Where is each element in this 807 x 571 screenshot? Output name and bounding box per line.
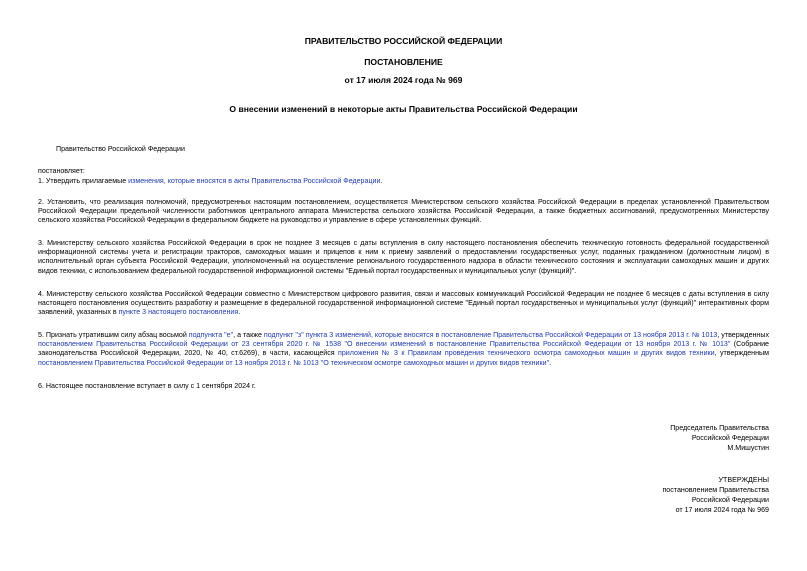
paragraph-3-text: 3. Министерству сельского хозяйства Российской Федерации в срок не позднее 3 месяцев с даты вступления в силу настоящего постановления обеспечить техническую готовность федеральной государственной информационной системы учета и регистрации тракторов, самоходных машин и прицепов к ним к приему заявлений о предоставлении государственных услуг, поданных гражданином (должностным лицом) в исполнительный орган субъекта Российской Федерации, уполномоченный на осуществление регионального государственного надзора в области технического состояния и эксплуатации самоходных машин и других видов техники, с использованием федеральной государственной информационной системы "Единый портал государственных и муниципальных услуг (функций)". [38,239,769,275]
approved-date-number: от 17 июля 2024 года № 969 [675,506,769,514]
paragraph-5-text-2: , а также [233,331,264,339]
paragraph-5-text-4: (Собрание законодательства Российской Федерации, 2020, № 40, ст.6269), в части, касающейся [38,340,770,358]
subpoint-z-link[interactable]: подпункт "з" пункта 3 изменений, которые вносятся в постановление Правительства Российской Федерации от 13 ноября 2013 г. № 1013 [263,331,718,339]
paragraph-2-text: 2. Установить, что реализация полномочий, предусмотренных настоящим постановлением, осуществляется Министерством сельского хозяйства Российской Федерации в пределах установленной Правительством Российской Федерации предельной численности работников центрального аппарата Министерства сельского хозяйства Российской Федерации, а также бюджетных ассигнований, предусмотренных Министерству сельского хозяйства Российской Федерации в федеральном бюджете на руководство и управление в сфере установленных функций. [38,198,769,225]
paragraph-1 [38,177,769,186]
decree-1538-link[interactable]: постановлением Правительства Российской Федерации от 23 сентября 2020 г. № 1538 "О внесении изменений в постановление Правительства Российской Федерации от 13 ноября 2013 г. № 1013" [38,340,731,349]
paragraph-1-text: 1. Утвердить прилагаемые [38,177,129,185]
preamble-decrees: постановляет: [38,167,85,175]
preamble-government: Правительство Российской Федерации [56,145,185,153]
paragraph-1-end: . [380,177,383,185]
document-date-number: от 17 июля 2024 года № 969 [344,75,463,85]
paragraph-4-text: 4. Министерству сельского хозяйства Российской Федерации совместно с Министерством цифрового развития, связи и массовых коммуникаций Российской Федерации не позднее 6 месяцев с даты вступления в силу настоящего постановления осуществить разработку и размещение в федеральной государственной информационной системе "Единый портал государственных и муниципальных услуг (функций)" интерактивных форм заявлений, указанных в [38,290,769,317]
approved-organization: Российской Федерации [691,496,769,504]
decree-1013-link[interactable]: постановлением Правительства Российской Федерации от 13 ноября 2013 г. № 1013 "О техническом осмотре самоходных машин и других видов техники" [38,358,550,367]
point-3-link[interactable]: пункте 3 настоящего постановления [118,308,239,317]
paragraph-2 [38,198,769,226]
approved-label: УТВЕРЖДЕНЫ [718,476,769,484]
paragraph-5 [38,331,769,368]
signer-position: Председатель Правительства [670,424,769,432]
paragraph-5-text-6: . [549,358,552,367]
paragraph-5-text-5: , утвержденным [714,349,769,358]
appendix-3-link[interactable]: приложения № 3 к Правилам проведения технического осмотра самоходных машин и других видов техники [338,349,715,358]
approved-by: постановлением Правительства [662,486,769,494]
signer-name: М.Мишустин [727,444,769,452]
paragraph-4 [38,290,769,318]
signer-organization: Российской Федерации [691,434,769,442]
document-title: О внесении изменений в некоторые акты Правительства Российской Федерации [229,104,578,114]
government-name: ПРАВИТЕЛЬСТВО РОССИЙСКОЙ ФЕДЕРАЦИИ [304,36,503,46]
paragraph-6 [38,382,769,391]
amendments-link[interactable]: изменения, которые вносятся в акты Правительства Российской Федерации [128,177,381,185]
subpoint-e-link[interactable]: подпункта "е" [188,331,234,339]
paragraph-3 [38,239,769,276]
document-type: ПОСТАНОВЛЕНИЕ [364,57,443,67]
paragraph-5-text-3: , утвержденных [717,331,769,339]
paragraph-5-text-1: 5. Признать утратившим силу абзац восьмой [38,331,189,339]
paragraph-4-end: . [238,308,241,317]
paragraph-6-text: 6. Настоящее постановление вступает в силу с 1 сентября 2024 г. [38,382,256,390]
